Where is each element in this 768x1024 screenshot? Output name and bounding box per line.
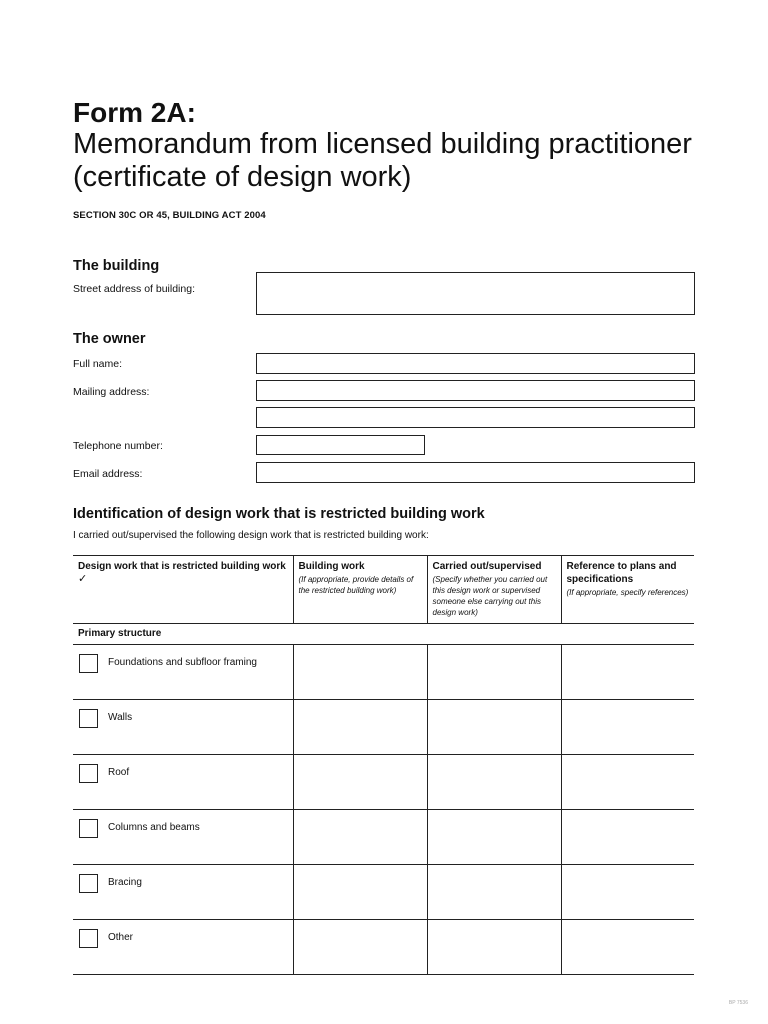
check-mark-icon: ✓	[78, 573, 88, 585]
column-header-design-work	[73, 556, 293, 624]
building-work-cell[interactable]	[293, 700, 427, 755]
reference-cell[interactable]	[561, 920, 694, 975]
group-label: Primary structure	[73, 624, 694, 645]
carried-out-cell[interactable]	[427, 700, 561, 755]
mailing-address-line2-field[interactable]	[256, 407, 695, 428]
reference-cell[interactable]	[561, 755, 694, 810]
item-label: Bracing	[108, 877, 142, 888]
item-label: Columns and beams	[108, 822, 200, 833]
group-row	[73, 624, 694, 645]
item-checkbox[interactable]	[79, 654, 98, 673]
table-row	[73, 700, 694, 755]
table-header-row	[73, 556, 694, 624]
design-work-intro: I carried out/supervised the following design work that is restricted building work:	[73, 530, 429, 541]
reference-cell[interactable]	[561, 700, 694, 755]
design-work-table	[73, 555, 694, 975]
item-cell	[73, 700, 293, 755]
building-work-cell[interactable]	[293, 865, 427, 920]
building-heading: The building	[73, 258, 160, 274]
item-checkbox[interactable]	[79, 874, 98, 893]
item-checkbox[interactable]	[79, 819, 98, 838]
column-header-note: (If appropriate, provide details of the restricted building work)	[298, 575, 414, 595]
item-cell	[73, 755, 293, 810]
section-reference: SECTION 30C OR 45, BUILDING ACT 2004	[73, 210, 266, 221]
column-header-note: (If appropriate, specify references)	[566, 588, 689, 597]
item-label: Foundations and subfloor framing	[108, 657, 257, 668]
column-header-title: Building work	[298, 561, 365, 572]
building-work-cell[interactable]	[293, 755, 427, 810]
telephone-label: Telephone number:	[73, 440, 163, 452]
reference-cell[interactable]	[561, 810, 694, 865]
street-address-field[interactable]	[256, 272, 695, 315]
item-checkbox[interactable]	[79, 709, 98, 728]
form-number: Form 2A:	[73, 97, 196, 128]
item-label: Walls	[108, 712, 133, 723]
mailing-address-label: Mailing address:	[73, 386, 150, 398]
table-row	[73, 810, 694, 865]
item-cell	[73, 810, 293, 865]
carried-out-cell[interactable]	[427, 810, 561, 865]
carried-out-cell[interactable]	[427, 865, 561, 920]
form-title: Memorandum from licensed building practitioner (certificate of design work)	[73, 128, 692, 193]
building-work-cell[interactable]	[293, 920, 427, 975]
column-header-title: Carried out/supervised	[432, 561, 542, 572]
email-field[interactable]	[256, 462, 695, 483]
column-header-carried-out	[427, 556, 561, 624]
reference-cell[interactable]	[561, 645, 694, 700]
table-row	[73, 645, 694, 700]
item-label: Other	[108, 932, 134, 943]
item-checkbox[interactable]	[79, 764, 98, 783]
design-work-heading: Identification of design work that is restricted building work	[73, 506, 485, 522]
column-header-title: Design work that is restricted building work	[78, 561, 286, 572]
mailing-address-line1-field[interactable]	[256, 380, 695, 401]
column-header-title: Reference to plans and specifications	[566, 561, 677, 585]
street-address-label: Street address of building:	[73, 283, 195, 295]
document-code: BP 7536	[728, 1000, 748, 1006]
full-name-field[interactable]	[256, 353, 695, 374]
building-work-cell[interactable]	[293, 645, 427, 700]
item-label: Roof	[108, 767, 130, 778]
owner-heading: The owner	[73, 331, 146, 347]
carried-out-cell[interactable]	[427, 920, 561, 975]
carried-out-cell[interactable]	[427, 755, 561, 810]
item-cell	[73, 865, 293, 920]
column-header-note: (Specify whether you carried out this design work or supervised someone else carrying out this design work)	[432, 575, 548, 617]
item-cell	[73, 920, 293, 975]
item-cell	[73, 645, 293, 700]
item-checkbox[interactable]	[79, 929, 98, 948]
building-work-cell[interactable]	[293, 810, 427, 865]
table-row	[73, 920, 694, 975]
carried-out-cell[interactable]	[427, 645, 561, 700]
table-row	[73, 865, 694, 920]
reference-cell[interactable]	[561, 865, 694, 920]
column-header-reference	[561, 556, 694, 624]
email-label: Email address:	[73, 468, 143, 480]
table-row	[73, 755, 694, 810]
telephone-field[interactable]	[256, 435, 425, 455]
column-header-building-work	[293, 556, 427, 624]
full-name-label: Full name:	[73, 358, 123, 370]
